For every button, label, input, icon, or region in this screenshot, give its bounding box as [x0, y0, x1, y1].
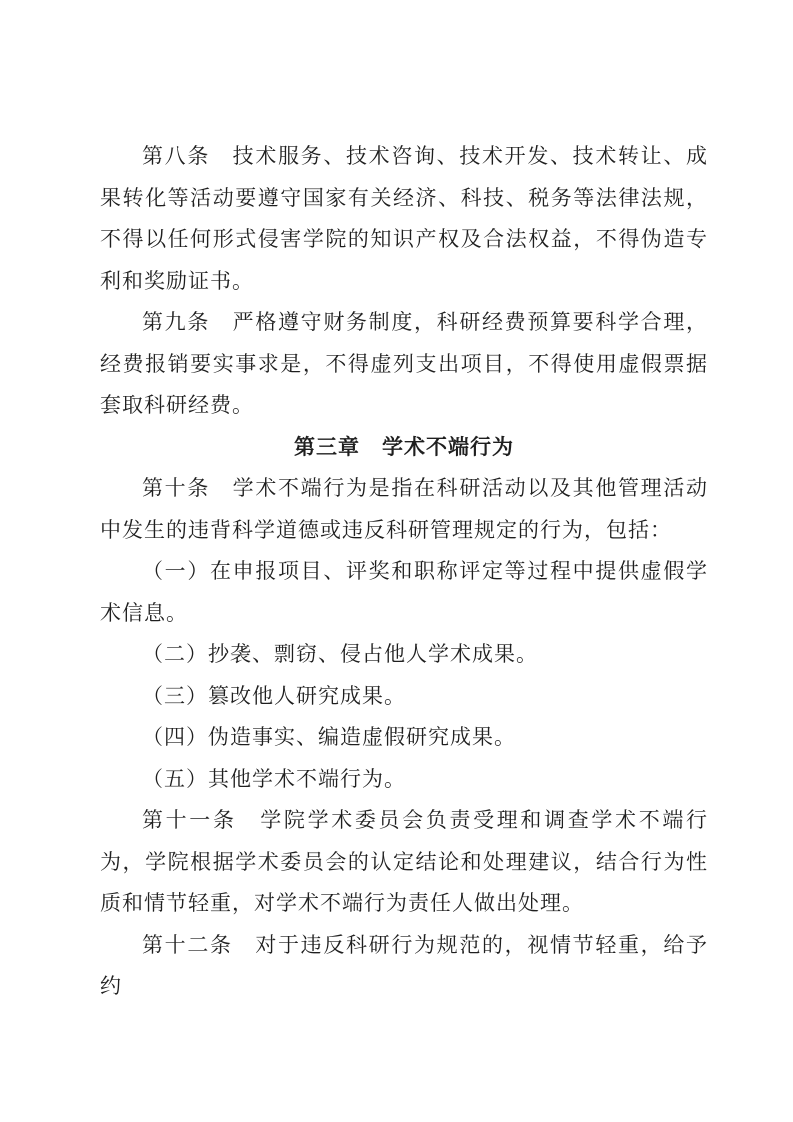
- list-item-5: （五）其他学术不端行为。: [142, 766, 406, 791]
- document-body: [100, 136, 708, 1008]
- paragraph-article-10: 第十条 学术不端行为是指在科研活动以及其他管理活动中发生的违背科学道德或违反科研管理规定的行为，包括：: [100, 476, 708, 542]
- paragraph-article-8: 第八条 技术服务、技术咨询、技术开发、技术转让、成果转化等活动要遵守国家有关经济、科技、税务等法律法规，不得以任何形式侵害学院的知识产权及合法权益，不得伪造专利和奖励证书。: [100, 144, 708, 293]
- chapter-3-heading: 第三章 学术不端行为: [294, 434, 514, 459]
- paragraph-article-12: 第十二条 对于违反科研行为规范的，视情节轻重，给予约: [100, 932, 708, 998]
- paragraph-article-11: 第十一条 学院学术委员会负责受理和调查学术不端行为，学院根据学术委员会的认定结论和处理建议，结合行为性质和情节轻重，对学术不端行为责任人做出处理。: [100, 808, 708, 915]
- paragraph-article-9: 第九条 严格遵守财务制度，科研经费预算要科学合理，经费报销要实事求是，不得虚列支出项目，不得使用虚假票据套取科研经费。: [100, 310, 708, 417]
- list-item-4: （四）伪造事实、编造虚假研究成果。: [142, 725, 516, 749]
- list-item-3: （三）篡改他人研究成果。: [142, 683, 406, 708]
- list-item-2: （二）抄袭、剽窃、侵占他人学术成果。: [142, 642, 538, 666]
- list-item-1: （一）在申报项目、评奖和职称评定等过程中提供虚假学术信息。: [100, 559, 708, 625]
